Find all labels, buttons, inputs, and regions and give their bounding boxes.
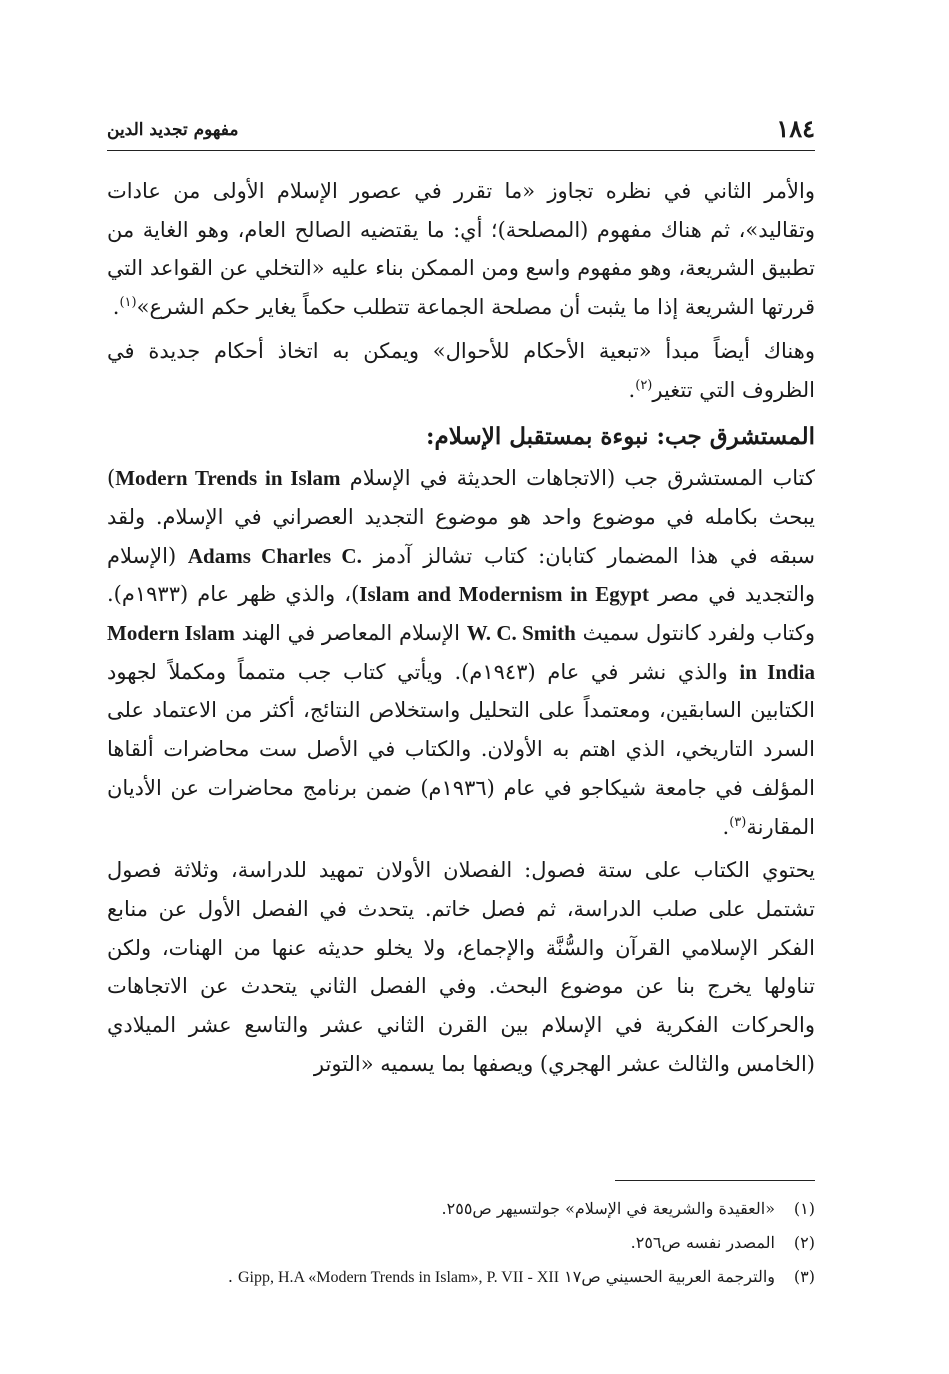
page-header (107, 112, 815, 148)
paragraph: يحتوي الكتاب على ستة فصول: الفصلان الأولان تمهيد للدراسة، وثلاثة فصول تشتمل على صلب الدراسة، ثم فصل خاتم. يتحدث في الفصل الأول عن منابع الفكر الإسلامي القرآن والسُّنَّة والإجماع، ولا يخلو حديثه عنها من الهنات، ولكن تناولها يخرج بنا عن موضوع البحث. وفي الفصل الثاني يتحدث عن الاتجاهات والحركات الفكرية في الإسلام بين القرن الثاني عشر والتاسع عشر الميلادي (الخامس والثالث عشر الهجري) ويصفها بما يسميه «التوتر (107, 858, 815, 1076)
latin-title: Modern Islam in India (107, 621, 816, 684)
footnote: (١)«العقيدة والشريعة في الإسلام» جولتسيهر ص٢٥٥. (441, 1199, 815, 1218)
section-heading: المستشرق جب: نبوءة بمستقبل الإسلام: (425, 423, 815, 451)
footnote-ref[interactable]: (٣) (729, 814, 747, 830)
footnote-ref[interactable]: (١) (119, 295, 137, 311)
paragraph: كتاب المستشرق جب (الاتجاهات الحديثة في الإسلام Modern Trends in Islam) يبحث بكامله في موضوع واحد هو موضوع التجديد العصراني في الإسلام. ولقد سبقه في هذا المضمار كتابان: كتاب تشالز آدمز Adams Charles C. (الإسلام والتجديد في مصر Islam and Modernism in Egypt)، والذي ظهر عام (١٩٣٣م). وكتاب ولفرد كانتول سميث W. C. Smith الإسلام المعاصر في الهند Modern Islam in India والذي نشر في عام (١٩٤٣م). ويأتي كتاب جب متمماً ومكملاً لجهود الكتابين السابقين، ومعتمداً على التحليل واستخلاص النتائج، أكثر من الاعتماد على السرد التاريخي، الذي اهتم به الأولان. والكتاب في الأصل ست محاضرات ألقاها المؤلف في جامعة شيكاجو في عام (١٩٣٦م) ضمن برنامج محاضرات عن الأديان المقارنة$^{(٣)}$. (107, 466, 816, 839)
main-text (107, 172, 815, 1083)
footnote-ref[interactable]: (٢) (635, 377, 653, 393)
paragraph: والأمر الثاني في نظره تجاوز «ما تقرر في عصور الإسلام الأولى من عادات وتقاليد»، ثم هناك مفهوم (المصلحة)؛ أي: ما يقتضيه الصالح العام، وهو الغاية من تطبيق الشريعة، وهو مفهوم واسع ومن الممكن بناء عليه «التخلي عن القواعد التي قررتها الشريعة إذا ما يثبت أن مصلحة الجماعة تتطلب حكماً يغاير حكم الشرع»$^{(١)}$. (107, 179, 815, 320)
running-title: مفهوم تجديد الدين (107, 120, 239, 140)
latin-name: W. C. Smith (466, 621, 576, 646)
latin-name: Adams Charles C. (187, 543, 362, 568)
header-divider (107, 150, 815, 151)
footnote: (٣)والترجمة العربية الحسيني ص١٧ Gipp, H.A «Modern Trends in Islam», P. VII - XII . (227, 1267, 815, 1286)
latin-title: Islam and Modernism in Egypt (359, 582, 649, 607)
footnotes (107, 1192, 815, 1295)
paragraph: وهناك أيضاً مبدأ «تبعية الأحكام للأحوال» ويمكن به اتخاذ أحكام جديدة في الظروف التي تتغير$^{(٢)}$. (107, 338, 815, 402)
page-number: ١٨٤ (776, 114, 815, 143)
latin-title: Modern Trends in Islam (115, 466, 341, 491)
footnote: (٢)المصدر نفسه ص٢٥٦. (630, 1233, 815, 1252)
footnote-divider (615, 1180, 815, 1181)
